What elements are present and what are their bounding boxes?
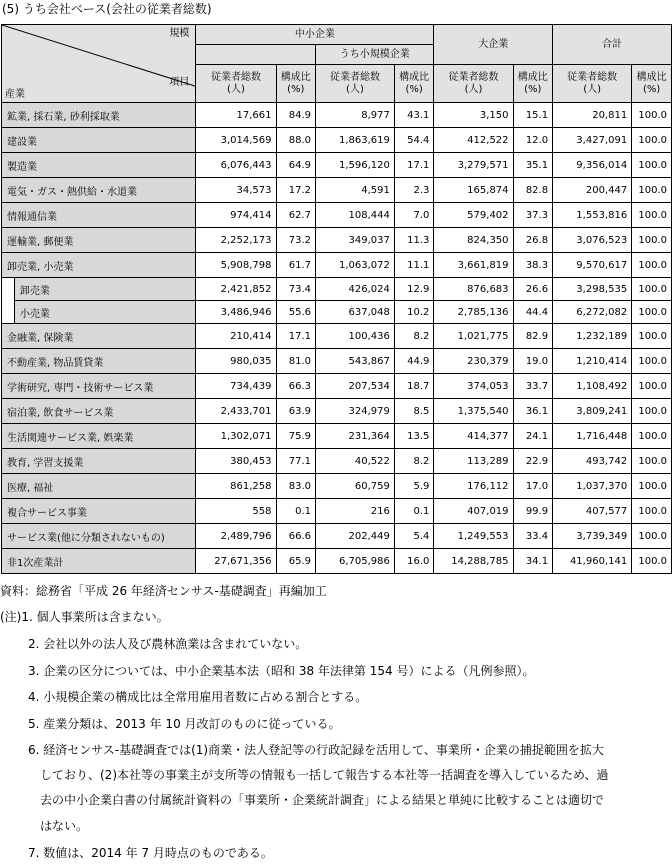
table-row — [2, 524, 672, 549]
cell-total: 41,960,141 — [553, 549, 632, 574]
cell-total-ratio: 100.0 — [632, 253, 672, 278]
note-1: (注)1. 個人事業所は含まない。 — [0, 610, 169, 624]
header-workers-count — [434, 65, 513, 103]
table-row — [2, 203, 672, 228]
cell-total: 3,076,523 — [553, 228, 632, 253]
cell-total-ratio: 100.0 — [632, 228, 672, 253]
cell-total-ratio: 100.0 — [632, 278, 672, 301]
cell-small-ratio: 0.1 — [394, 499, 434, 524]
cell-sme-ratio: 62.7 — [276, 203, 316, 228]
header-ratio-label: 構成比 — [636, 71, 667, 83]
cell-sme: 34,573 — [196, 178, 276, 203]
table-row — [2, 399, 672, 424]
cell-large-ratio: 26.8 — [513, 228, 553, 253]
header-large: 大企業 — [434, 25, 553, 65]
cell-large-ratio: 24.1 — [513, 424, 553, 449]
cell-sme-ratio: 61.7 — [276, 253, 316, 278]
cell-large: 412,522 — [434, 128, 513, 153]
table-row — [2, 499, 672, 524]
cell-total-ratio: 100.0 — [632, 549, 672, 574]
table-row — [2, 424, 672, 449]
cell-sme-ratio: 63.9 — [276, 399, 316, 424]
cell-large: 230,379 — [434, 349, 513, 374]
row-industry-name: 小売業 — [14, 301, 196, 324]
cell-large: 1,375,540 — [434, 399, 513, 424]
cell-total-ratio: 100.0 — [632, 324, 672, 349]
header-composition-ratio — [632, 65, 672, 103]
table-row — [2, 449, 672, 474]
cell-sme-ratio: 17.1 — [276, 324, 316, 349]
cell-total: 1,716,448 — [553, 424, 632, 449]
table-row — [2, 349, 672, 374]
row-industry-name: 製造業 — [2, 153, 196, 178]
row-industry-name: 医療, 福祉 — [2, 474, 196, 499]
cell-total-ratio: 100.0 — [632, 203, 672, 228]
cell-sme-ratio: 83.0 — [276, 474, 316, 499]
cell-large: 1,249,553 — [434, 524, 513, 549]
table-row — [2, 301, 672, 324]
row-industry-name: 複合サービス事業 — [2, 499, 196, 524]
header-ratio-unit: (%) — [287, 83, 305, 95]
row-industry-name: 学術研究, 専門・技術サービス業 — [2, 374, 196, 399]
cell-small: 60,759 — [316, 474, 395, 499]
cell-small: 207,534 — [316, 374, 395, 399]
header-ratio-label: 構成比 — [517, 71, 548, 83]
cell-total: 20,811 — [553, 103, 632, 128]
cell-sme: 6,076,443 — [196, 153, 276, 178]
cell-total: 200,447 — [553, 178, 632, 203]
cell-small-ratio: 13.5 — [394, 424, 434, 449]
note-3: 3. 企業の区分については、中小企業基本法（昭和 38 年法律第 154 号）による（凡例参照）。 — [28, 664, 535, 678]
table-row — [2, 324, 672, 349]
note-7: 7. 数値は、2014 年 7 月時点のものである。 — [28, 846, 273, 860]
cell-total: 1,108,492 — [553, 374, 632, 399]
table-row — [2, 228, 672, 253]
cell-sme: 1,302,071 — [196, 424, 276, 449]
cell-total: 493,742 — [553, 449, 632, 474]
cell-total: 1,232,189 — [553, 324, 632, 349]
cell-total-ratio: 100.0 — [632, 153, 672, 178]
cell-large: 113,289 — [434, 449, 513, 474]
cell-large-ratio: 35.1 — [513, 153, 553, 178]
header-workers-count — [196, 65, 276, 103]
cell-total-ratio: 100.0 — [632, 524, 672, 549]
table-row — [2, 549, 672, 574]
cell-small: 40,522 — [316, 449, 395, 474]
table-body — [2, 103, 672, 574]
header-workers-count — [553, 65, 632, 103]
corner-diagonal — [2, 25, 196, 103]
row-indent — [2, 278, 15, 301]
table-row — [2, 103, 672, 128]
header-workers-unit: (人) — [464, 83, 483, 95]
cell-large: 824,350 — [434, 228, 513, 253]
cell-small: 202,449 — [316, 524, 395, 549]
cell-sme: 980,035 — [196, 349, 276, 374]
cell-sme: 558 — [196, 499, 276, 524]
header-workers-label: 従業者総数 — [567, 71, 618, 83]
cell-small-ratio: 5.4 — [394, 524, 434, 549]
cell-large: 1,021,775 — [434, 324, 513, 349]
row-industry-name: サービス業(他に分類されないもの) — [2, 524, 196, 549]
cell-sme-ratio: 81.0 — [276, 349, 316, 374]
cell-large: 2,785,136 — [434, 301, 513, 324]
cell-small-ratio: 54.4 — [394, 128, 434, 153]
cell-sme: 380,453 — [196, 449, 276, 474]
cell-small-ratio: 16.0 — [394, 549, 434, 574]
cell-total: 3,427,091 — [553, 128, 632, 153]
cell-sme: 2,252,173 — [196, 228, 276, 253]
cell-total-ratio: 100.0 — [632, 374, 672, 399]
cell-sme: 734,439 — [196, 374, 276, 399]
header-sme-spacer — [196, 45, 316, 65]
row-industry-name: 卸売業, 小売業 — [2, 253, 196, 278]
cell-sme: 3,014,569 — [196, 128, 276, 153]
cell-large-ratio: 19.0 — [513, 349, 553, 374]
cell-total-ratio: 100.0 — [632, 103, 672, 128]
cell-large-ratio: 12.0 — [513, 128, 553, 153]
table-row — [2, 128, 672, 153]
cell-small: 6,705,986 — [316, 549, 395, 574]
cell-sme: 27,671,356 — [196, 549, 276, 574]
cell-small-ratio: 8.2 — [394, 449, 434, 474]
cell-sme-ratio: 65.9 — [276, 549, 316, 574]
cell-total-ratio: 100.0 — [632, 449, 672, 474]
source-note: 資料：総務省「平成 26 年経済センサス‐基礎調査」再編加工 — [0, 584, 327, 598]
cell-small: 349,037 — [316, 228, 395, 253]
cell-small-ratio: 18.7 — [394, 374, 434, 399]
cell-large-ratio: 37.3 — [513, 203, 553, 228]
table-row — [2, 374, 672, 399]
cell-large-ratio: 82.8 — [513, 178, 553, 203]
cell-small: 100,436 — [316, 324, 395, 349]
cell-small-ratio: 12.9 — [394, 278, 434, 301]
row-indent — [2, 301, 15, 324]
header-workers-unit: (人) — [227, 83, 245, 95]
cell-small-ratio: 5.9 — [394, 474, 434, 499]
cell-large-ratio: 36.1 — [513, 399, 553, 424]
cell-sme: 2,433,701 — [196, 399, 276, 424]
cell-sme: 17,661 — [196, 103, 276, 128]
cell-large: 3,279,571 — [434, 153, 513, 178]
cell-total: 1,553,816 — [553, 203, 632, 228]
cell-large-ratio: 26.6 — [513, 278, 553, 301]
cell-sme: 210,414 — [196, 324, 276, 349]
cell-large-ratio: 34.1 — [513, 549, 553, 574]
cell-sme-ratio: 84.9 — [276, 103, 316, 128]
corner-label-item: 項目 — [169, 77, 190, 88]
cell-total: 6,272,082 — [553, 301, 632, 324]
note-6-cont-3: はない。 — [40, 819, 89, 833]
header-sme: 中小企業 — [196, 25, 434, 45]
cell-small: 1,063,072 — [316, 253, 395, 278]
row-industry-name: 金融業, 保険業 — [2, 324, 196, 349]
note-5: 5. 産業分類は、2013 年 10 月改訂のものに従っている。 — [28, 717, 341, 731]
cell-total: 3,298,535 — [553, 278, 632, 301]
table-row — [2, 474, 672, 499]
row-industry-name: 運輸業, 郵便業 — [2, 228, 196, 253]
header-workers-label: 従業者総数 — [329, 71, 380, 83]
cell-total-ratio: 100.0 — [632, 128, 672, 153]
table-row — [2, 253, 672, 278]
header-workers-label: 従業者総数 — [448, 71, 499, 83]
cell-sme-ratio: 73.4 — [276, 278, 316, 301]
cell-small: 8,977 — [316, 103, 395, 128]
cell-sme-ratio: 88.0 — [276, 128, 316, 153]
cell-large-ratio: 22.9 — [513, 449, 553, 474]
note-4: 4. 小規模企業の構成比は全常用雇用者数に占める割合とする。 — [28, 690, 368, 704]
cell-large-ratio: 38.3 — [513, 253, 553, 278]
cell-total: 1,037,370 — [553, 474, 632, 499]
cell-small: 426,024 — [316, 278, 395, 301]
cell-small: 1,596,120 — [316, 153, 395, 178]
cell-small: 637,048 — [316, 301, 395, 324]
table-corner-header — [2, 25, 196, 103]
cell-sme: 861,258 — [196, 474, 276, 499]
cell-sme-ratio: 73.2 — [276, 228, 316, 253]
cell-total: 3,809,241 — [553, 399, 632, 424]
cell-total-ratio: 100.0 — [632, 499, 672, 524]
row-industry-name: 教育, 学習支援業 — [2, 449, 196, 474]
table-row — [2, 153, 672, 178]
header-composition-ratio — [513, 65, 553, 103]
header-workers-unit: (人) — [583, 83, 602, 95]
cell-sme-ratio: 66.6 — [276, 524, 316, 549]
cell-total: 407,577 — [553, 499, 632, 524]
row-industry-name: 鉱業, 採石業, 砂利採取業 — [2, 103, 196, 128]
row-industry-name: 電気・ガス・熱供給・水道業 — [2, 178, 196, 203]
cell-large: 414,377 — [434, 424, 513, 449]
cell-sme: 2,421,852 — [196, 278, 276, 301]
cell-small-ratio: 11.1 — [394, 253, 434, 278]
cell-large-ratio: 33.7 — [513, 374, 553, 399]
cell-large: 374,053 — [434, 374, 513, 399]
row-industry-name: 建設業 — [2, 128, 196, 153]
cell-total: 9,570,617 — [553, 253, 632, 278]
cell-sme-ratio: 77.1 — [276, 449, 316, 474]
row-industry-name: 不動産業, 物品賃貸業 — [2, 349, 196, 374]
cell-large: 165,874 — [434, 178, 513, 203]
cell-large: 3,661,819 — [434, 253, 513, 278]
cell-sme-ratio: 0.1 — [276, 499, 316, 524]
table-title: (5) うち会社ベース(会社の従業者総数) — [2, 2, 212, 16]
cell-small-ratio: 11.3 — [394, 228, 434, 253]
header-small-enterprise: うち小規模企業 — [316, 45, 434, 65]
cell-large: 3,150 — [434, 103, 513, 128]
cell-small-ratio: 10.2 — [394, 301, 434, 324]
cell-large: 176,112 — [434, 474, 513, 499]
cell-large: 579,402 — [434, 203, 513, 228]
employee-statistics-table — [1, 24, 672, 574]
header-composition-ratio — [276, 65, 316, 103]
header-workers-count — [316, 65, 395, 103]
cell-small-ratio: 2.3 — [394, 178, 434, 203]
cell-small-ratio: 17.1 — [394, 153, 434, 178]
cell-total-ratio: 100.0 — [632, 178, 672, 203]
row-industry-name: 情報通信業 — [2, 203, 196, 228]
cell-small-ratio: 43.1 — [394, 103, 434, 128]
row-industry-name: 非1次産業計 — [2, 549, 196, 574]
cell-sme-ratio: 64.9 — [276, 153, 316, 178]
cell-large: 14,288,785 — [434, 549, 513, 574]
cell-total-ratio: 100.0 — [632, 424, 672, 449]
corner-label-industry: 産業 — [5, 89, 25, 100]
cell-small: 324,979 — [316, 399, 395, 424]
header-ratio-unit: (%) — [405, 83, 423, 95]
cell-small: 108,444 — [316, 203, 395, 228]
cell-sme: 2,489,796 — [196, 524, 276, 549]
cell-small: 4,591 — [316, 178, 395, 203]
cell-sme: 974,414 — [196, 203, 276, 228]
row-industry-name: 卸売業 — [14, 278, 196, 301]
cell-total-ratio: 100.0 — [632, 349, 672, 374]
header-ratio-unit: (%) — [642, 83, 661, 95]
cell-large: 876,683 — [434, 278, 513, 301]
header-ratio-label: 構成比 — [399, 71, 430, 83]
note-6-cont-2: 去の中小企業白書の付属統計資料の「事業所・企業統計調査」による結果と単純に比較することは適切で — [40, 793, 605, 807]
header-workers-unit: (人) — [346, 83, 364, 95]
cell-small-ratio: 44.9 — [394, 349, 434, 374]
cell-total: 3,739,349 — [553, 524, 632, 549]
cell-total-ratio: 100.0 — [632, 474, 672, 499]
cell-sme: 5,908,798 — [196, 253, 276, 278]
note-6-cont-1: しており、(2)本社等の事業主が支所等の情報も一括して報告する本社等一括調査を導入しているため、過 — [40, 768, 609, 782]
cell-small: 1,863,619 — [316, 128, 395, 153]
header-composition-ratio — [394, 65, 434, 103]
header-ratio-unit: (%) — [524, 83, 542, 95]
cell-total-ratio: 100.0 — [632, 399, 672, 424]
cell-small: 216 — [316, 499, 395, 524]
cell-small-ratio: 7.0 — [394, 203, 434, 228]
table-row — [2, 178, 672, 203]
cell-small: 543,867 — [316, 349, 395, 374]
cell-sme: 3,486,946 — [196, 301, 276, 324]
cell-large: 407,019 — [434, 499, 513, 524]
row-industry-name: 生活関連サービス業, 娯楽業 — [2, 424, 196, 449]
note-2: 2. 会社以外の法人及び農林漁業は含まれていない。 — [28, 637, 308, 651]
cell-total: 1,210,414 — [553, 349, 632, 374]
header-total: 合計 — [553, 25, 672, 65]
cell-large-ratio: 33.4 — [513, 524, 553, 549]
header-workers-label: 従業者総数 — [210, 71, 261, 83]
cell-large-ratio: 15.1 — [513, 103, 553, 128]
cell-large-ratio: 99.9 — [513, 499, 553, 524]
cell-total-ratio: 100.0 — [632, 301, 672, 324]
cell-sme-ratio: 75.9 — [276, 424, 316, 449]
cell-small-ratio: 8.2 — [394, 324, 434, 349]
row-industry-name: 宿泊業, 飲食サービス業 — [2, 399, 196, 424]
cell-sme-ratio: 66.3 — [276, 374, 316, 399]
cell-small: 231,364 — [316, 424, 395, 449]
cell-sme-ratio: 17.2 — [276, 178, 316, 203]
cell-large-ratio: 44.4 — [513, 301, 553, 324]
corner-label-scale: 規模 — [169, 28, 190, 39]
cell-large-ratio: 17.0 — [513, 474, 553, 499]
header-ratio-label: 構成比 — [280, 71, 311, 83]
cell-large-ratio: 82.9 — [513, 324, 553, 349]
table-row — [2, 278, 672, 301]
note-6: 6. 経済センサス‐基礎調査では(1)商業・法人登記等の行政記録を活用して、事業所・企業の捕捉範囲を拡大 — [28, 743, 604, 757]
cell-total: 9,356,014 — [553, 153, 632, 178]
cell-sme-ratio: 55.6 — [276, 301, 316, 324]
cell-small-ratio: 8.5 — [394, 399, 434, 424]
